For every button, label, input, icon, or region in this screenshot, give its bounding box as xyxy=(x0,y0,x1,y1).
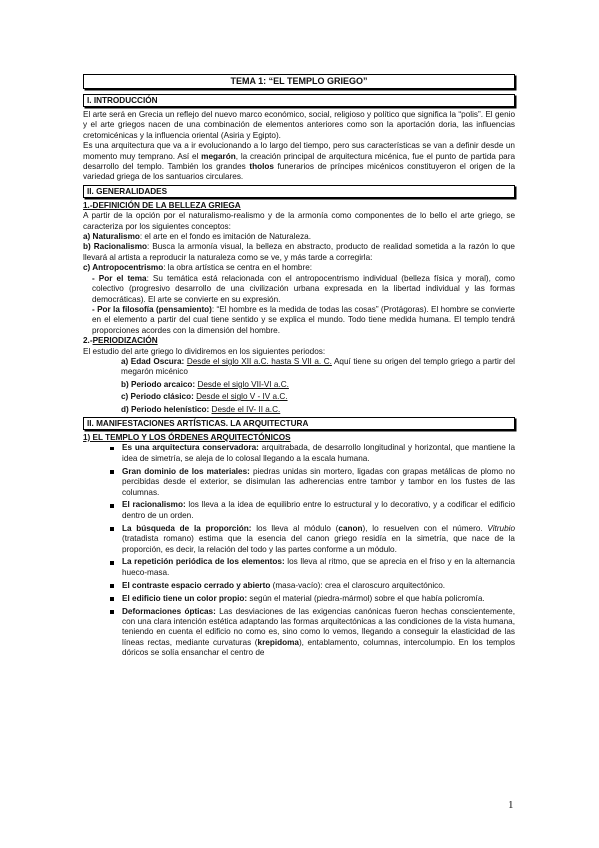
section-heading-manifestaciones: II. MANIFESTACIONES ARTÍSTICAS. LA ARQUITECTURA xyxy=(83,417,515,430)
period-item: a) Edad Oscura: Desde el siglo XII a.C. hasta S VII a. C. Aquí tiene su origen del templo griego a partir del megarón micénico xyxy=(121,356,515,377)
bullet-icon xyxy=(110,610,114,614)
period-item: c) Periodo clásico: Desde el siglo V - IV a.C. xyxy=(121,392,288,402)
page-number: 1 xyxy=(508,799,514,811)
concept-naturalismo: a) Naturalismo: el arte en el fondo es imitación de Naturaleza. xyxy=(83,232,312,242)
subheading-periodizacion: 2.-PERIODIZACIÓN xyxy=(83,336,158,346)
bullet-icon xyxy=(110,527,114,531)
document-title: TEMA 1: “EL TEMPLO GRIEGO” xyxy=(83,74,515,89)
period-item: b) Periodo arcaico: Desde el siglo VII-VI a.C. xyxy=(121,379,289,389)
subheading-belleza: 1.-DEFINICIÓN DE LA BELLEZA GRIEGA xyxy=(83,200,241,210)
features-list xyxy=(83,443,515,658)
concept-antropocentrismo: c) Antropocentrismo: la obra artística se centra en el hombre: xyxy=(83,263,313,273)
list-item: El edificio tiene un color propio: según el material (piedra-mármol) sobre el que había policromía. xyxy=(83,594,515,604)
section-heading-generalidades: II. GENERALIDADES xyxy=(83,185,515,198)
list-item: Deformaciones ópticas: Las desviaciones de las exigencias canónicas fueron hechas conscientemente, con una clara intención estética adaptando las formas arquitectónicas a las condiciones de la vista humana, teniendo en cuenta el edificio no como es, sino como lo vemos, llegando a conseguir la elasticidad de las líneas rectas, mediante curvaturas (krepidoma), entablamento, columnas, intercolumpio. En los templos dóricos se solía ensanchar el centro de xyxy=(83,607,515,659)
bullet-icon xyxy=(110,584,114,588)
list-item: Gran dominio de los materiales: piedras unidas sin mortero, ligadas con grapas metálicas de plomo no percibidas desde el exterior, se disimulan las adherencias entre tambor y tambor en los fustes de las columnas. xyxy=(83,467,515,498)
list-item: Es una arquitectura conservadora: arquitrabada, de desarrollo longitudinal y horizontal, que mantiene la idea de simetría, se aleja de lo colosal llegando a la escala humana. xyxy=(83,443,515,464)
list-item: El contraste espacio cerrado y abierto (masa-vacío): crea el claroscuro arquitectónico. xyxy=(83,581,515,591)
document-body xyxy=(83,74,515,661)
period-item: d) Periodo helenístico: Desde el IV- II a.C. xyxy=(121,404,281,414)
antropocentrismo-filosofia: - Por la filosofía (pensamiento): “El hombre es la medida de todas las cosas” (Protágoras). El hombre se convierte en el elemento a partir del cual tiene sentido y se explica el mundo. Todo tiene medida humana. El templo tendrá proporciones acordes con la dimensión del hombre. xyxy=(92,304,515,335)
bullet-icon xyxy=(110,561,114,565)
list-item: El racionalismo: los lleva a la idea de equilibrio entre lo estructural y lo decorativo, y a codificar el edificio dentro de un orden. xyxy=(83,500,515,521)
antropocentrismo-tema: - Por el tema: Su temática está relacionada con el antropocentrismo individual (belleza física y moral), como colectivo (progresivo desarrollo de una civilización urbana expresada en la libertad individual y las formas democráticas). El arte se convierte en su expresión. xyxy=(92,273,515,304)
list-item: La repetición periódica de los elementos: los lleva al ritmo, que se aprecia en el friso y en la alternancia hueco-masa. xyxy=(83,557,515,578)
section-heading-introduccion: I. INTRODUCCIÓN xyxy=(83,94,515,107)
period-list xyxy=(83,357,515,415)
bullet-icon xyxy=(110,504,114,508)
bullet-icon xyxy=(110,470,114,474)
periodizacion-intro: El estudio del arte griego lo dividiremos en los siguientes periodos: xyxy=(83,346,326,356)
intro-paragraph-2: Es una arquitectura que va a ir evolucionando a lo largo del tiempo, pero sus características se van a definir desde un momento muy temprano. Así el megarón, la creación principal de arquitectura micénica, fue el punto de partida para desarrollo del templo. También los grandes tholos funerarios de príncipes micénicos constituyeron el origen de la variedad griega de los santuarios circulares. xyxy=(83,141,516,182)
subheading-templo: 1) EL TEMPLO Y LOS ÓRDENES ARQUITECTÓNICOS xyxy=(83,432,291,442)
bullet-icon xyxy=(110,447,114,451)
intro-paragraph-1: El arte será en Grecia un reflejo del nuevo marco económico, social, religioso y político que significa la “polis”. El genio y el arte griegos nacen de una combinación de elementos anteriores como son la aportación doria, las influencias cretomicénicas y la influencia oriental (Asiria y Egipto). xyxy=(83,110,515,140)
bullet-icon xyxy=(110,597,114,601)
list-item: La búsqueda de la proporción: los lleva al módulo (canon), lo resuelven con el número. Vitrubio (tratadista romano) estima que la esencia del canon griego residía en la simetría, que nace de la proporción, es decir, la relación del todo y las partes conforme a un módulo. xyxy=(83,524,515,555)
concept-racionalismo: b) Racionalismo: Busca la armonía visual, la belleza en abstracto, producto de realidad sometida a la razón lo que llevará al artista a reproducir la naturaleza como se ve, y más tarde a corregirla: xyxy=(83,242,515,262)
belleza-intro: A partir de la opción por el naturalismo-realismo y de la armonía como componentes de lo bello el arte griego, se caracteriza por los siguientes conceptos: xyxy=(83,211,515,231)
